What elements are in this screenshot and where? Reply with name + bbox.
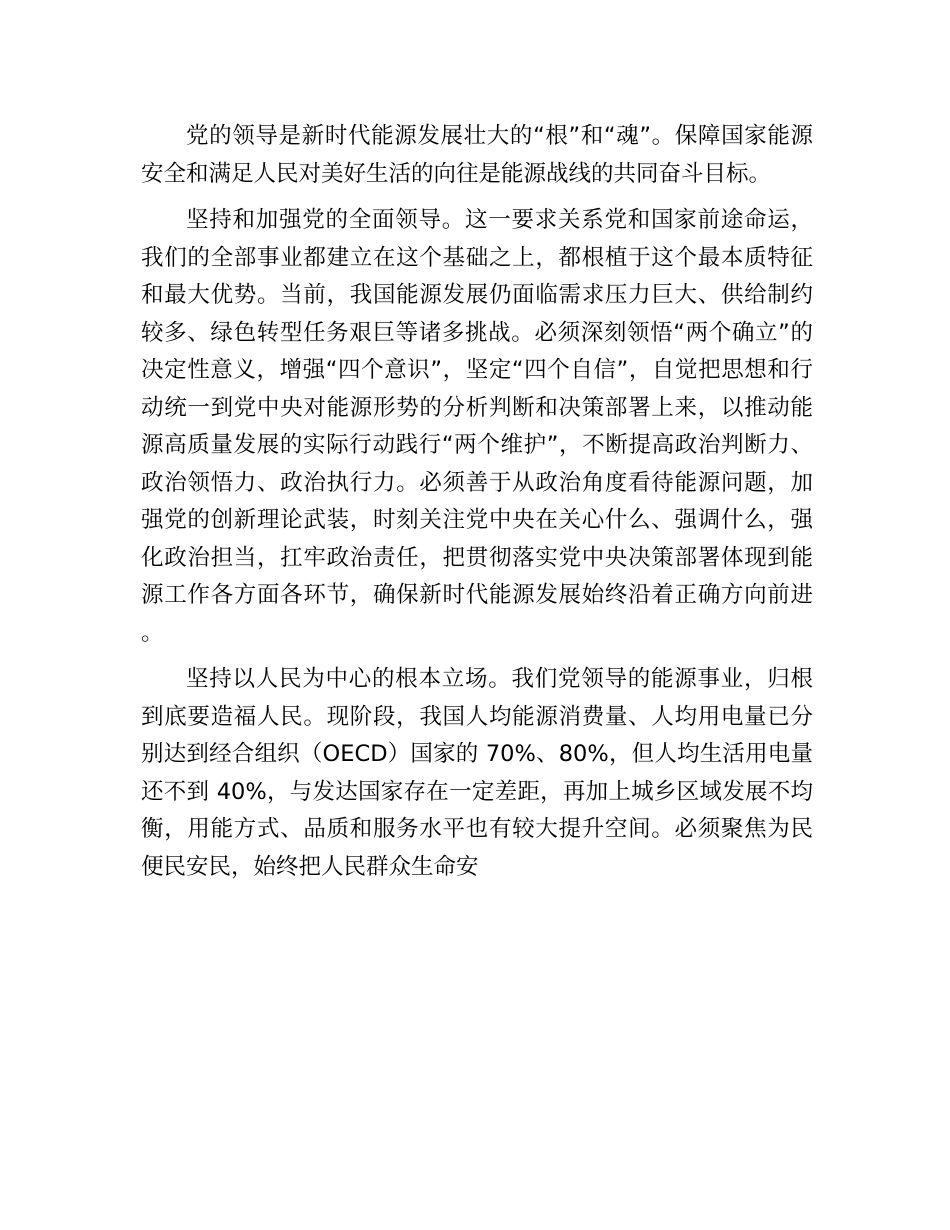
paragraph-people-centered: 坚持以人民为中心的根本立场。我们党领导的能源事业，归根到底要造福人民。现阶段，我国人均能源消费量、人均用电量已分别达到经合组织（OECD）国家的 70%、80%，但人均生活用电量还不到 40%，与发达国家存在一定差距，再加上城乡区域发展不均衡，用能方式、品质和服务水平也有较大提升空间。必须聚焦为民便民安民，始终把人民群众生命安 [141,666,813,880]
body-text [141,118,813,895]
paragraph-party-leadership: 坚持和加强党的全面领导。这一要求关系党和国家前途命运，我们的全部事业都建立在这个基础之上，都根植于这个最本质特征和最大优势。当前，我国能源发展仍面临需求压力巨大、供给制约较多、绿色转型任务艰巨等诸多挑战。必须深刻领悟“两个确立”的决定性意义，增强“四个意识”，坚定“四个自信”，自觉把思想和行动统一到党中央对能源形势的分析判断和决策部署上来，以推动能源高质量发展的实际行动践行“两个维护”，不断提高政治判断力、政治领悟力、政治执行力。必须善于从政治角度看待能源问题，加强党的创新理论武装，时刻关注党中央在关心什么、强调什么，强化政治担当，扛牢政治责任，把贯彻落实党中央决策部署体现到能源工作各方面各环节，确保新时代能源发展始终沿着正确方向前进。 [141,207,813,646]
paragraph-intro: 党的领导是新时代能源发展壮大的“根”和“魂”。保障国家能源安全和满足人民对美好生活的向往是能源战线的共同奋斗目标。 [141,123,813,187]
